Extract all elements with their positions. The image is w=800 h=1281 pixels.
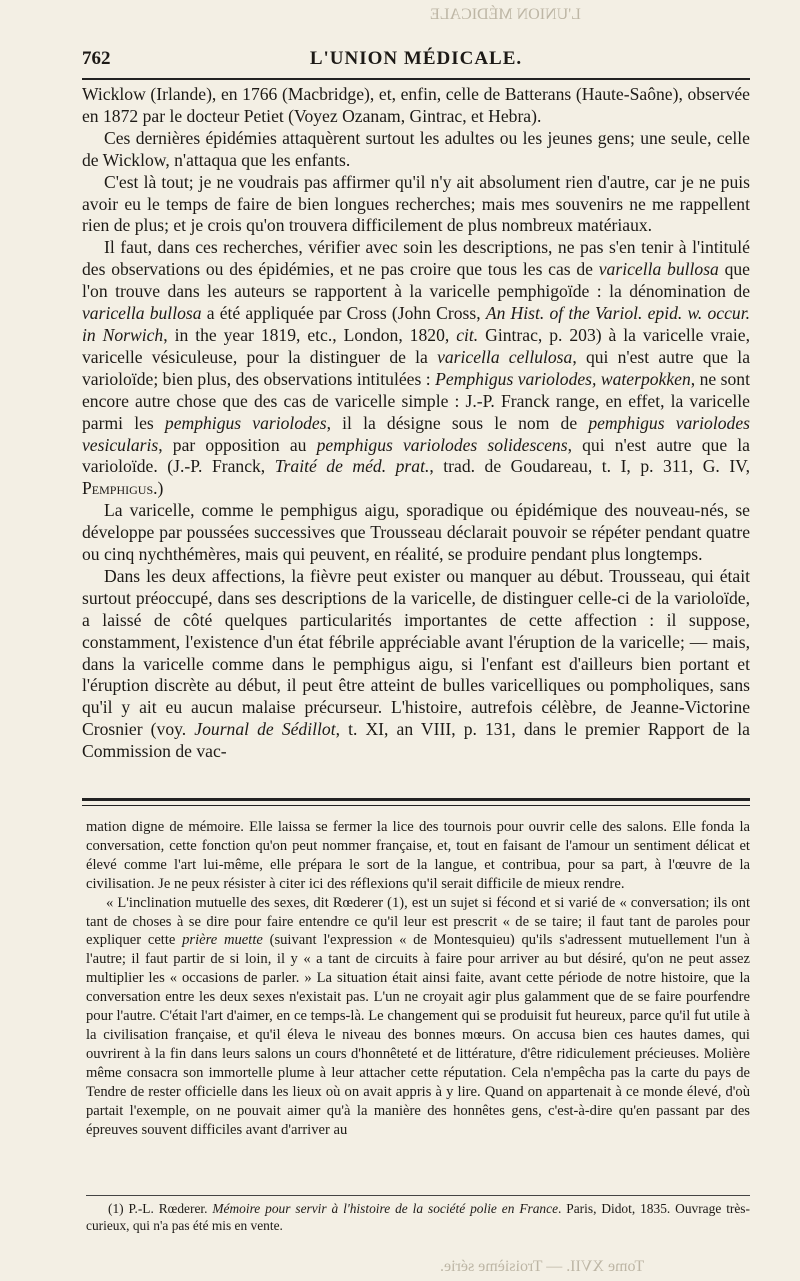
paragraph: Il faut, dans ces recherches, vérifier avec soin les descriptions, ne pas s'en tenir à l'intitulé des observations ou des épidémies, et ne pas croire que tous les cas de varicella bullosa que l'on trouve dans les auteurs se rapportent à la varicelle pemphigoïde : la dénomination de varicella bullosa a été appliquée par Cross (John Cross, An Hist. of the Variol. epid. w. occur. in Norwich, in the year 1819, etc., London, 1820, cit. Gintrac, p. 203) à la varicelle vraie, varicelle vésiculeuse, pour la distinguer de la varicella cellulosa, qui n'est autre que la varioloïde; bien plus, des observations intitulées : Pemphigus variolodes, waterpokken, ne sont encore autre chose que des cas de varicelle simple : J.-P. Franck range, en effet, la varicelle parmi les pemphigus variolodes, il la désigne sous le nom de pemphigus variolodes vesicularis, par opposition au pemphigus variolodes solidescens, qui n'est autre que la varioloïde. (J.-P. Franck, Traité de méd. prat., trad. de Goudareau, t. I, p. 311, G. IV, Pemphigus.) — [82, 237, 751, 499]
footnote — [86, 1201, 750, 1234]
running-title: L'UNION MÉDICALE. — [309, 48, 523, 69]
paragraph: Wicklow (Irlande), en 1766 (Macbridge), et, enfin, celle de Batterans (Haute-Saône), observée en 1872 par le docteur Petiet (Voyez Ozanam, Gintrac, et Hebra). — [82, 84, 750, 126]
feuilleton-section — [86, 818, 750, 1139]
paragraph: « L'inclination mutuelle des sexes, dit Rœderer (1), est un sujet si fécond et si varié de « conversation; ils ont tant de choses à se dire pour faire entendre ce qu'il leur est prescrit « de se taire; il faut tant de paroles pour expliquer cette prière muette (suivant l'expression « de Montesquieu) qu'ils s'adressent mutuellement l'un à l'autre; il faut partir de si loin, il y « a tant de circuits à faire pour arriver au but désiré, qu'on ne peut assez multiplier les « occasions de parler. » La situation était ainsi faite, avant cette période de notre histoire, que la conversation entre les deux sexes n'existait pas. L'un ne croyait agir plus galamment que de se faire pourfendre pour l'autre. C'était l'art d'aimer, en ce temps-là. Le changement qui se produisit fut heureux, parce qu'il fut utile à la civilisation française, et qu'il éleva le niveau des bonnes mœurs. On accusa bien ces hautes dames, qui ouvrirent à la fin dans leurs salons un cours d'honnêteté et de littérature, d'être ridiculement précieuses. Molière même consacra son immortelle plume à leur attacher cette réputation. Cela n'empêcha pas la carte du pays de Tendre de rester officielle dans les lieux où on avait appris à y lire. Quand on appartenait à ce monde élevé, d'où partait l'exemple, on ne pouvait aimer qu'à la manière des honnêtes gens, c'est-à-dire qu'en passant par des épreuves souvent difficiles avant d'arriver au — [86, 894, 750, 1138]
header-rule — [82, 78, 750, 80]
paragraph: mation digne de mémoire. Elle laissa se fermer la lice des tournois pour ouvrir celle des salons. Elle fonda la conversation, cette fonction qu'on peut nommer française, et, tout en faisant de l'amour un sentiment délicat et élevé comme l'art lui-même, elle prépara le sort de la langue, et contribua, pour sa part, à l'œuvre de la civilisation. Je ne peux résister à citer ici des réflexions qu'il serait difficile de mieux rendre. — [86, 819, 750, 892]
paragraph: La varicelle, comme le pemphigus aigu, sporadique ou épidémique des nouveau-nés, se développe par poussées successives que Trousseau déclarait pouvoir se répéter pendant quatre ou cinq nychthémères, mais qui peuvent, en réalité, se produire pendant plus longtemps. — [82, 500, 750, 565]
feuilleton-rule-thin — [82, 805, 750, 806]
bleed-through-top: L'UNION MÉDICALE — [430, 6, 581, 23]
page-number: 762 — [82, 48, 111, 69]
footnote-text: (1) P.-L. Rœderer. Mémoire pour servir à l'histoire de la société polie en France. Paris, Didot, 1835. Ouvrage très-curieux, qui n'a pas été mis en vente. — [86, 1201, 750, 1233]
footnote-rule — [86, 1195, 750, 1196]
page-header — [82, 46, 750, 72]
paragraph: Dans les deux affections, la fièvre peut exister ou manquer au début. Trousseau, qui était surtout préoccupé, dans ses descriptions de la varicelle, de distinguer celle-ci de la varioloïde, a laissé de côté quelques particularités importantes de cette affection : il suppose, constamment, l'existence d'un état fébrile appréciable avant l'éruption de la varicelle; — mais, dans la varicelle comme dans le pemphigus aigu, si l'enfant est d'ailleurs bien portant et l'éruption discrète au début, il peut être atteint de bulles varicelliques ou pompholiques, sans qu'il y ait eu aucun malaise précurseur. L'histoire, autrefois célèbre, de Jeanne-Victorine Crosnier (voy. Journal de Sédillot, t. XI, an VIII, p. 131, dans le premier Rapport de la Commission de vac- — [82, 565, 750, 762]
paragraph: C'est là tout; je ne voudrais pas affirmer qu'il n'y ait absolument rien d'autre, car je ne puis avoir eu le temps de faire de bien longues recherches; mais mes souvenirs ne me rappellent rien de plus; et je crois qu'on trouvera difficilement de plus nombreux matériaux. — [82, 171, 750, 236]
main-article — [82, 84, 750, 763]
bleed-through-bottom: Tome XVII. — Troisième série. — [440, 1258, 645, 1275]
paragraph: Ces dernières épidémies attaquèrent surtout les adultes ou les jeunes gens; une seule, celle de Wicklow, n'attaqua que les enfants. — [82, 127, 750, 170]
feuilleton-rule — [82, 798, 750, 801]
